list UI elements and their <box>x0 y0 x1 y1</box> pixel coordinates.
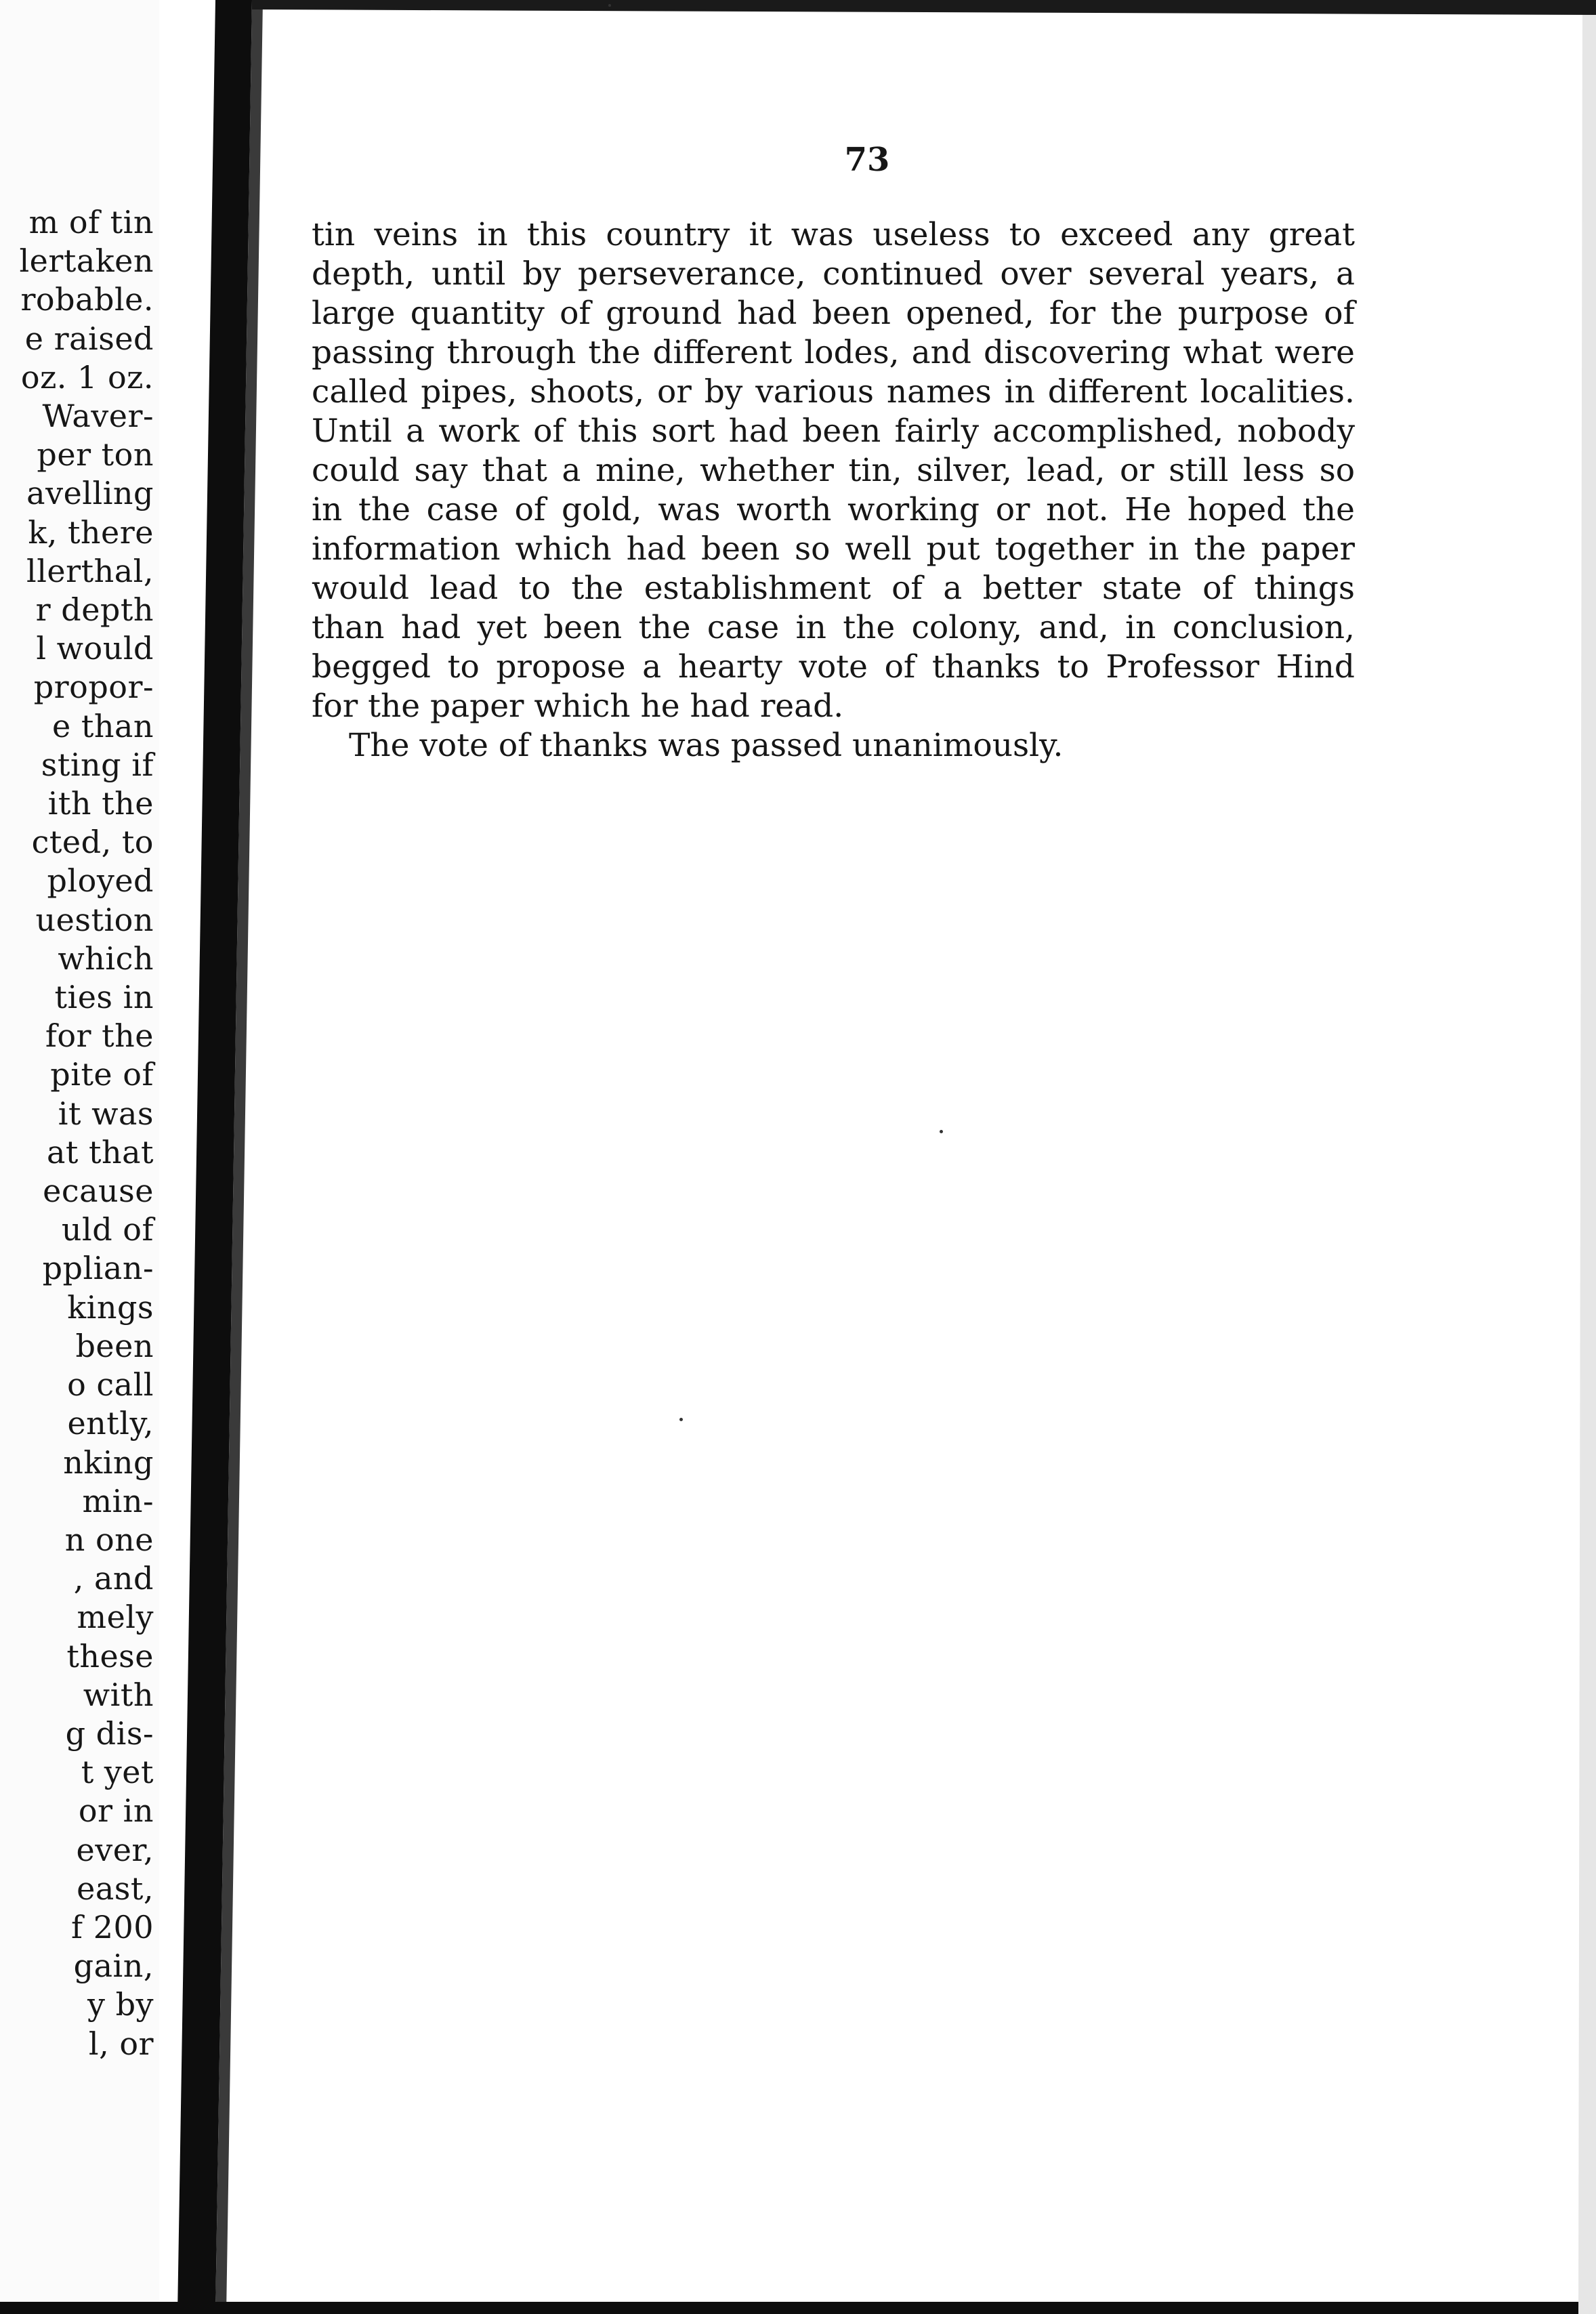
page-number: 73 <box>844 141 890 179</box>
left-page-line: been <box>75 1327 154 1364</box>
closing-line: The vote of thanks was passed unanimously. <box>349 727 1064 764</box>
left-page-line: ployed <box>47 862 154 900</box>
left-page-line: gain, <box>73 1948 154 1985</box>
paragraph-line: in the case of gold, was worth working or not. He hoped the <box>312 491 1355 528</box>
left-page-text <box>0 203 154 2063</box>
left-page-line: ever, <box>76 1831 154 1868</box>
left-page-line: y by <box>87 1986 154 2023</box>
paragraph-line: would lead to the establishment of a better state of things <box>312 570 1355 607</box>
page-gutter <box>159 0 183 2314</box>
left-page-line: these <box>66 1637 154 1675</box>
left-page-line: propor- <box>33 669 154 706</box>
paper-speck <box>679 1418 683 1421</box>
left-page-line: n one <box>64 1521 154 1558</box>
left-page-line: for the <box>45 1017 154 1055</box>
left-page-line: l would <box>36 630 154 667</box>
left-page-line: at that <box>46 1133 154 1171</box>
left-page-line: with <box>83 1676 154 1713</box>
left-page-line: east, <box>77 1870 154 1907</box>
left-facing-page <box>0 0 159 2314</box>
left-page-line: , and <box>73 1560 154 1597</box>
left-page-line: k, there <box>28 513 154 551</box>
left-page-line: pplian- <box>42 1250 154 1287</box>
left-page-line: oz. 1 oz. <box>20 358 154 396</box>
paragraph-line: tin veins in this country it was useless to exceed any great <box>312 216 1355 253</box>
left-page-line: uestion <box>35 901 154 938</box>
left-page-line: ith the <box>47 785 154 822</box>
left-page-line: l, or <box>88 2025 154 2062</box>
left-page-line: avelling <box>26 475 154 512</box>
body-text <box>312 215 1355 765</box>
left-page-line: min- <box>82 1482 154 1519</box>
left-page-line: e than <box>51 707 154 744</box>
left-page-line: uld of <box>61 1211 154 1248</box>
left-page-line: which <box>58 940 154 977</box>
paragraph-line: passing through the different lodes, and discovering what were <box>312 334 1355 371</box>
left-page-line: m of tin <box>28 204 154 240</box>
left-page-line: ently, <box>67 1405 154 1442</box>
left-page-line: ecause <box>43 1173 154 1210</box>
left-page-line: ties in <box>54 979 154 1016</box>
left-page-line: it was <box>58 1095 154 1132</box>
left-page-line: f 200 <box>71 1908 154 1945</box>
paragraph-line: Until a work of this sort had been fairly accomplished, nobody <box>312 413 1355 450</box>
left-page-line: nking <box>63 1444 154 1481</box>
left-page-line: g dis- <box>65 1715 154 1752</box>
left-page-line: cted, to <box>31 824 154 861</box>
paragraph-line: for the paper which he had read. <box>312 688 844 725</box>
paper-speck <box>940 1130 943 1133</box>
left-page-line: Waver- <box>42 398 154 435</box>
left-page-line: per ton <box>37 436 154 474</box>
paragraph-line: called pipes, shoots, or by various names in different localities. <box>312 373 1355 411</box>
left-page-line: lertaken <box>19 243 154 280</box>
left-page-line: e raised <box>24 320 154 357</box>
left-page-line: kings <box>67 1288 154 1326</box>
left-page-line: mely <box>77 1599 154 1636</box>
left-page-line: t yet <box>81 1754 154 1791</box>
paragraph-line: large quantity of ground had been opened, for the purpose of <box>312 295 1355 332</box>
left-page-line: llerthal, <box>26 552 154 589</box>
paragraph <box>312 215 1355 726</box>
paragraph-line: depth, until by perseverance, continued over several years, a <box>312 255 1355 293</box>
paper-speck <box>608 4 611 7</box>
left-page-line: or in <box>78 1792 154 1830</box>
left-page-line: sting if <box>41 746 154 783</box>
left-page-line: robable. <box>20 281 154 318</box>
paragraph-line: information which had been so well put together in the paper <box>312 530 1355 568</box>
paragraph-line: than had yet been the case in the colony, and, in conclusion, <box>312 609 1355 646</box>
paragraph-line: begged to propose a hearty vote of thanks to Professor Hind <box>312 648 1355 686</box>
left-page-line: r depth <box>35 591 154 629</box>
left-page-line: o call <box>67 1366 154 1404</box>
main-page <box>244 0 1592 2314</box>
left-page-line: pite of <box>50 1056 154 1093</box>
paragraph-line: could say that a mine, whether tin, silver, lead, or still less so <box>312 452 1355 489</box>
